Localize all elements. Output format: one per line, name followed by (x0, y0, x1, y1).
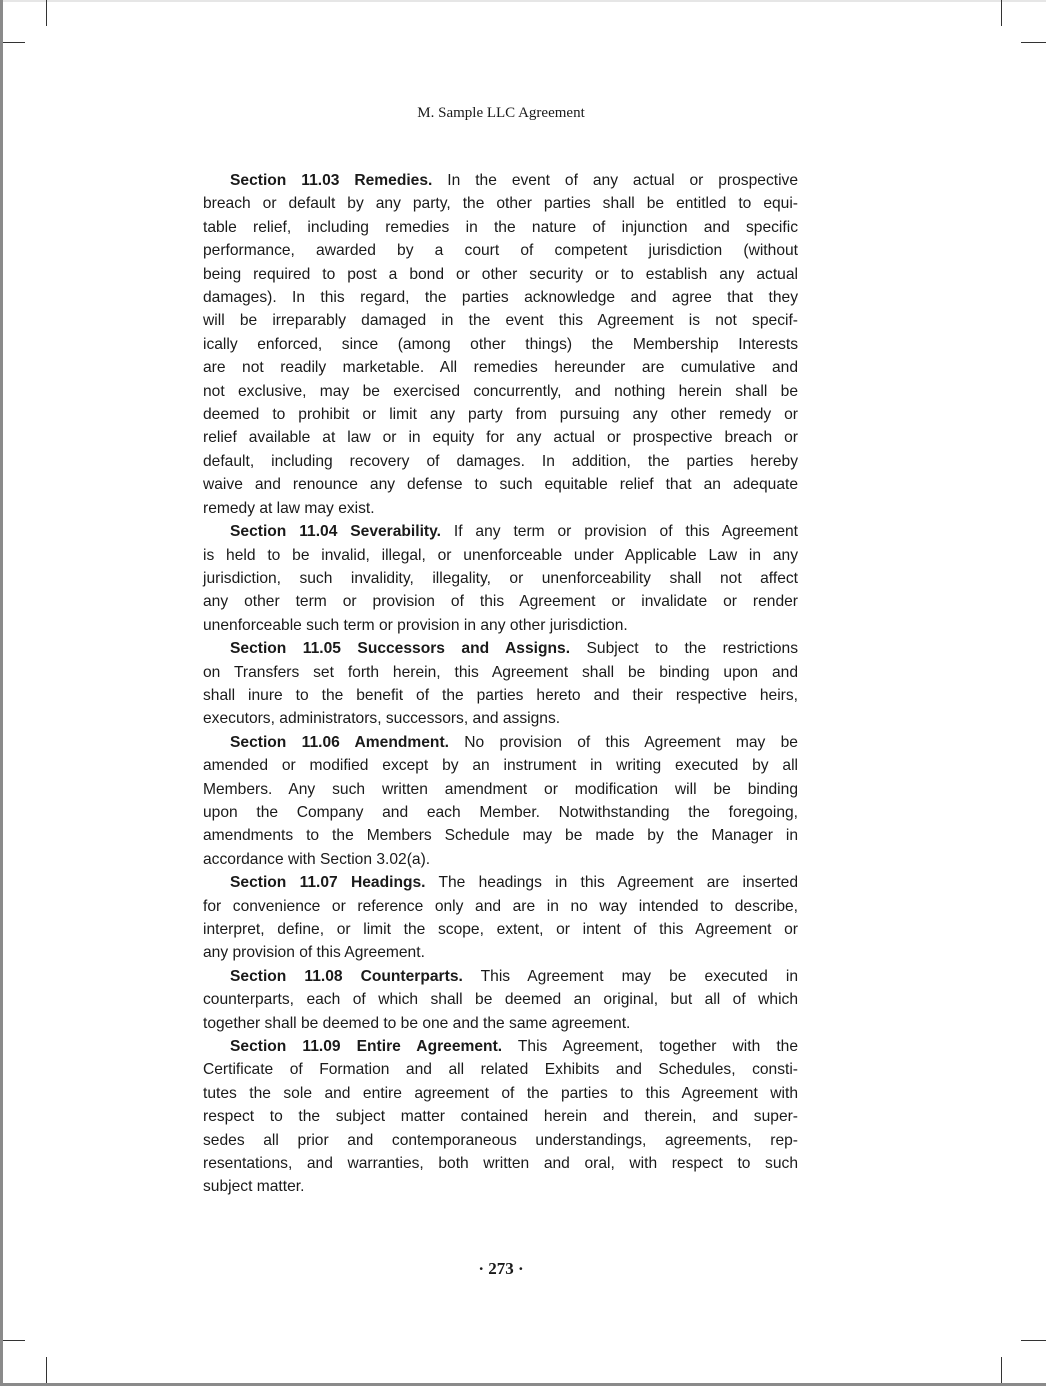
text-line: tutes the sole and entire agreement of the parties to this Agreement with (203, 1084, 798, 1102)
text-line: default, including recovery of damages. In addition, the parties hereby (203, 452, 798, 470)
text-line: for convenience or reference only and are in no way intended to describe, (203, 897, 798, 915)
crop-mark (3, 42, 25, 43)
page-left-edge (0, 0, 3, 1386)
crop-mark (1021, 1340, 1046, 1341)
text-line: table relief, including remedies in the nature of injunction and specific (203, 218, 798, 236)
crop-mark (46, 0, 47, 26)
section-heading: Section 11.06 Amendment. (230, 733, 449, 751)
section-paragraph (203, 731, 798, 871)
page-number: · 273 · (478, 1259, 524, 1278)
section-paragraph (203, 637, 798, 731)
crop-mark (3, 1340, 25, 1341)
text-line (203, 1035, 798, 1058)
text-line: sedes all prior and contemporaneous understandings, agreements, rep- (203, 1131, 798, 1149)
text-line: waive and renounce any defense to such equitable relief that an adequate (203, 476, 798, 494)
section-paragraph (203, 169, 798, 520)
text-line: subject matter. (203, 1178, 305, 1196)
text-line: not exclusive, may be exercised concurrently, and nothing herein shall be (203, 382, 798, 400)
section-text: The headings in this Agreement are inserted (425, 874, 798, 892)
text-line: is held to be invalid, illegal, or unenforceable under Applicable Law in any (203, 546, 798, 564)
section-heading: Section 11.05 Successors and Assigns. (230, 640, 571, 658)
text-line (203, 637, 798, 660)
text-line: unenforceable such term or provision in any other jurisdiction. (203, 616, 628, 634)
section-text: If any term or provision of this Agreement (440, 523, 798, 541)
document-body (203, 169, 798, 1199)
section-heading: Section 11.07 Headings. (230, 874, 426, 892)
text-line: on Transfers set forth herein, this Agreement shall be binding upon and (203, 663, 798, 681)
crop-mark (1001, 1357, 1002, 1383)
text-line (203, 169, 798, 192)
text-line: damages). In this regard, the parties acknowledge and agree that they (203, 289, 798, 307)
text-line: jurisdiction, such invalidity, illegality, or unenforceability shall not affect (203, 569, 798, 587)
text-line: any other term or provision of this Agreement or invalidate or render (203, 593, 798, 611)
section-heading: Section 11.03 Remedies. (230, 172, 433, 189)
text-line: together shall be deemed to be one and the same agreement. (203, 1014, 631, 1032)
section-text: This Agreement may be executed in (462, 967, 798, 985)
text-line: executors, administrators, successors, and assigns. (203, 710, 561, 728)
section-heading: Section 11.09 Entire Agreement. (230, 1038, 503, 1056)
section-paragraph (203, 520, 798, 637)
page-top-edge (0, 0, 1046, 2)
text-line: remedy at law may exist. (203, 499, 375, 517)
section-text: This Agreement, together with the (502, 1038, 798, 1056)
text-line: breach or default by any party, the other parties shall be entitled to equi- (203, 195, 798, 213)
text-line: interpret, define, or limit the scope, extent, or intent of this Agreement or (203, 921, 798, 938)
section-text: Subject to the restrictions (570, 640, 798, 658)
text-line (203, 520, 798, 543)
text-line: shall inure to the benefit of the parties hereto and their respective heirs, (203, 686, 798, 704)
section-text: No provision of this Agreement may be (448, 733, 798, 751)
crop-mark (1001, 0, 1002, 26)
text-line: counterparts, each of which shall be deemed an original, but all of which (203, 991, 798, 1009)
section-heading: Section 11.08 Counterparts. (230, 967, 463, 985)
text-line: relief available at law or in equity for any actual or prospective breach or (203, 429, 798, 447)
section-paragraph (203, 871, 798, 965)
section-heading: Section 11.04 Severability. (230, 523, 441, 541)
text-line: ically enforced, since (among other things) the Membership Interests (203, 335, 798, 353)
text-line: any provision of this Agreement. (203, 944, 425, 962)
section-paragraph (203, 965, 798, 1035)
text-line: amended or modified except by an instrument in writing executed by all (203, 757, 798, 775)
running-header: M. Sample LLC Agreement (417, 105, 585, 121)
text-line: resentations, and warranties, both written and oral, with respect to such (203, 1155, 798, 1173)
section-paragraph (203, 1035, 798, 1199)
text-line: deemed to prohibit or limit any party from pursuing any other remedy or (203, 406, 798, 424)
text-line: upon the Company and each Member. Notwithstanding the foregoing, (203, 803, 798, 821)
text-line: Certificate of Formation and all related Exhibits and Schedules, consti- (203, 1061, 798, 1079)
text-line: respect to the subject matter contained herein and therein, and super- (203, 1108, 798, 1126)
text-line: amendments to the Members Schedule may be made by the Manager in (203, 827, 798, 845)
text-line (203, 871, 798, 894)
text-line (203, 731, 798, 754)
section-text: In the event of any actual or prospective (432, 172, 799, 189)
text-line: accordance with Section 3.02(a). (203, 850, 431, 868)
text-line: will be irreparably damaged in the event this Agreement is not specif- (203, 312, 798, 330)
crop-mark (46, 1357, 47, 1383)
text-line: Members. Any such written amendment or modification will be binding (203, 780, 798, 798)
text-line: are not readily marketable. All remedies hereunder are cumulative and (203, 359, 798, 377)
text-line (203, 965, 798, 988)
text-line: being required to post a bond or other security or to establish any actual (203, 265, 798, 283)
text-line: performance, awarded by a court of competent jurisdiction (without (203, 242, 798, 260)
crop-mark (1021, 42, 1046, 43)
